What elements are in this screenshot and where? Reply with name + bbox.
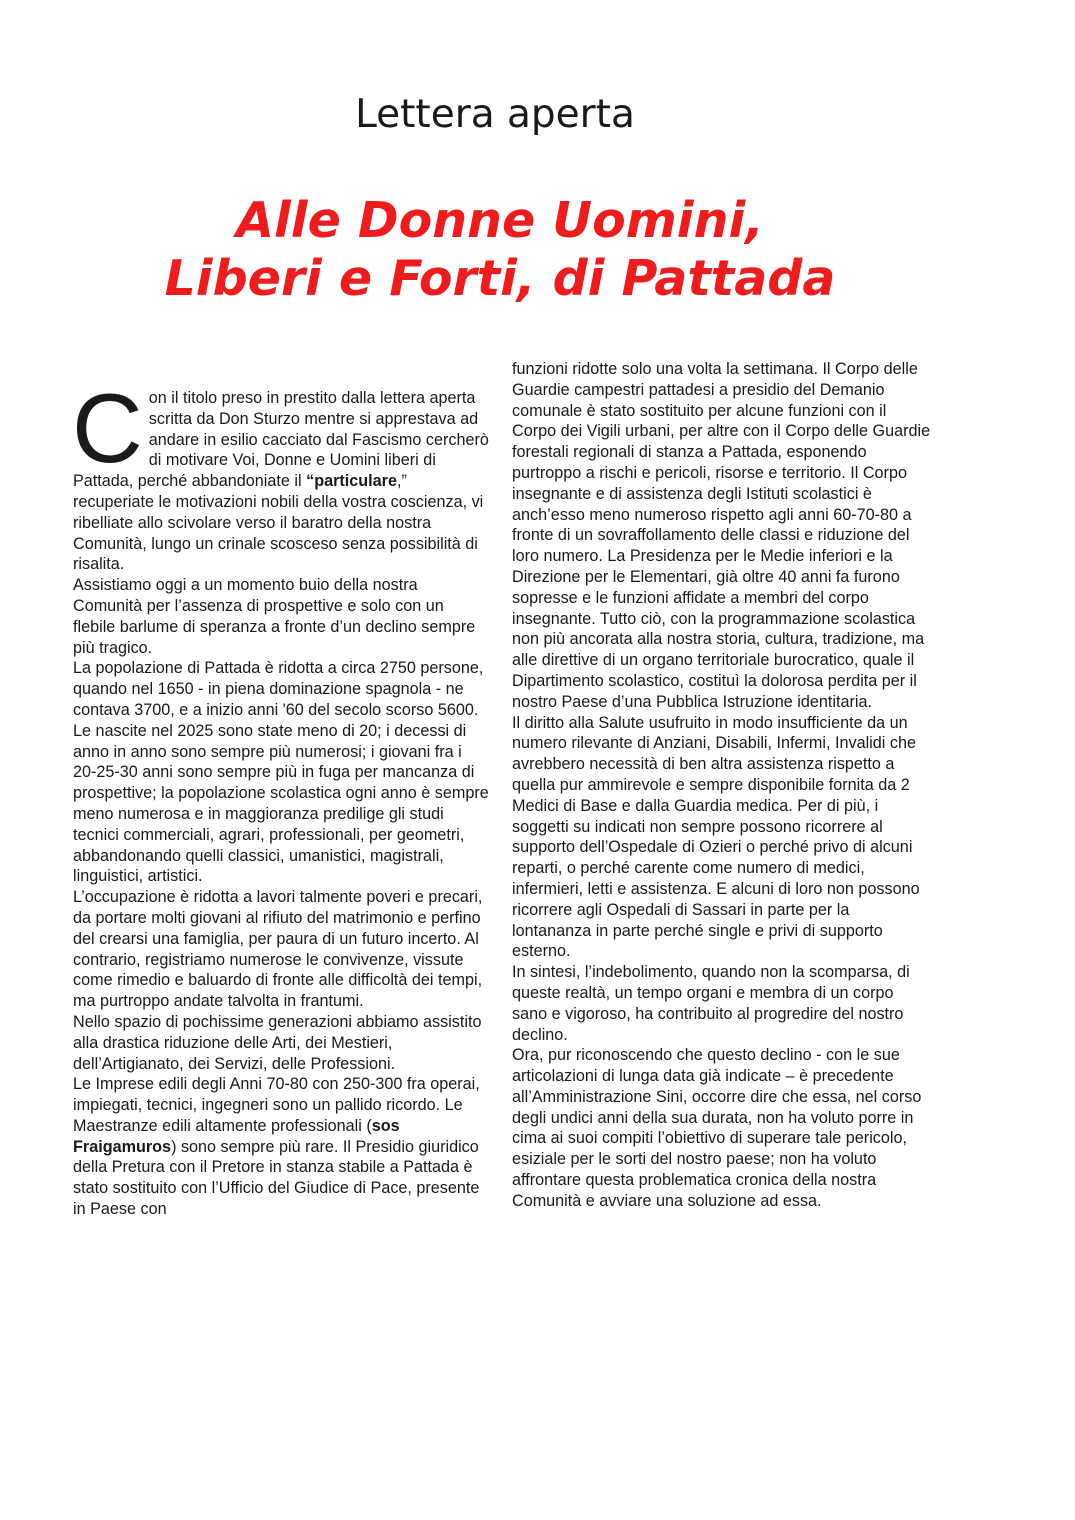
paragraph-ora: Ora, pur riconoscendo che questo declino - con le sue articolazioni di lunga data già indicate – è precedente all’Amministrazione Sini, occorre dire che essa, nel corso degli undici anni della sua durata, non ha voluto porre in cima ai suoi compiti l’obiettivo di superare tale pericolo, esiziale per le sorti del nostro paese; non ha voluto affrontare questa problematica cronica della nostra Comunità e avviare una soluzione ad essa. [512,1046,922,1210]
bold-term-fraigamuros: sos Fraigamuros [73,1116,400,1156]
bold-term-particulare: “particulare [306,472,397,491]
paragraph-occupazione: L’occupazione è ridotta a lavori talmente poveri e precari, da portare molti giovani al rifiuto del matrimonio e perfino del crearsi una famiglia, per paura di un futuro incerto. Al contrario, registriamo numerose le convivenze, vissute come rimedio e baluardo di fronte alle difficoltà dei tempi, ma purtroppo andate talvolta in frantumi. [73,888,483,1011]
kicker-title: Lettera aperta [355,92,635,137]
paragraph-imprese [73,1074,489,1220]
intro-text-end: ,” recuperiate le motivazioni nobili della vostra coscienza, vi ribelliate allo scivolare verso il baratro della nostra Comunità, lungo un crinale scosceso senza possibilità di risalita. [73,472,484,574]
right-column [512,359,932,1212]
imprese-text-start: Le Imprese edili degli Anni 70-80 con 250-300 fra operai, impiegati, tecnici, ingegneri sono un pallido ricordo. Le Maestranze edili altamente professionali ( [73,1075,480,1135]
imprese-text-end: ) sono sempre più rare. Il Presidio giuridico della Pretura con il Pretore in stanza stabile a Pattada è stato sostituito con l’Ufficio del Giudice di Pace, presente in Paese con [73,1137,480,1219]
headline-line-1: Alle Donne Uomini, [236,192,764,249]
left-column [72,373,489,1220]
paragraph-intro [72,373,489,575]
paragraph-generazioni: Nello spazio di pochissime generazioni abbiamo assistito alla drastica riduzione delle Arti, dei Mestieri, dell’Artigianato, dei Servizi, delle Professioni. [73,1012,482,1073]
paragraph-popolazione: La popolazione di Pattada è ridotta a circa 2750 persone, quando nel 1650 - in piena dominazione spagnola - ne contava 3700, e a inizio anni '60 del secolo scorso 5600. Le nascite nel 2025 sono state meno di 20; i decessi di anno in anno sono sempre più numerosi; i giovani fra i 20-25-30 anni sono sempre più in fuga per mancanza di prospettive; la popolazione scolastica ogni anno è sempre meno numerosa e in maggioranza predilige gli studi tecnici commerciali, agrari, professionali, per geometri, abbandonando quelli classici, umanistici, magistrali, linguistici, artistici. [73,659,489,886]
headline [0,192,1000,308]
paragraph-salute: Il diritto alla Salute usufruito in modo insufficiente da un numero rilevante di Anziani, Disabili, Infermi, Invalidi che avrebbero necessità di ben altra assistenza rispetto a quella pur ammirevole e sempre disponibile fornita da 2 Medici di Base e dalla Guardia medica. Per di più, i soggetti su indicati non sempre possono ricorrere al supporto dell’Ospedale di Ozieri o perché privo di alcuni reparti, o perché carente come numero di medici, infermieri, letti e assistenza. E alcuni di loro non possono ricorrere agli Ospedali di Sassari in parte per la lontananza in parte perché single e privi di supporto esterno. [512,713,920,961]
paragraph-assistiamo: Assistiamo oggi a un momento buio della nostra Comunità per l’assenza di prospettive e solo con un flebile barlume di speranza a fronte d’un declino sempre più tragico. [73,576,476,657]
headline-line-2: Liberi e Forti, di Pattada [164,250,836,307]
paragraph-funzioni: funzioni ridotte solo una volta la settimana. Il Corpo delle Guardie campestri pattadesi a presidio del Demanio comunale è stato sostituito per alcune funzioni con il Corpo dei Vigili urbani, per altre con il Corpo delle Guardie forestali regionali di stanza a Pattada, esponendo purtroppo a rischi e pericoli, risorse e territorio. Il Corpo insegnante e di assistenza degli Istituti scolastici è anch’esso meno numeroso rispetto agli anni 60-70-80 a fronte di un sovraffollamento delle classi e riduzione del loro numero. La Presidenza per le Medie inferiori e la Direzione per le Elementari, già oltre 40 anni fa furono sopresse e le funzioni affidate a membri del corpo insegnante. Tutto ciò, con la programmazione scolastica non più ancorata alla nostra storia, cultura, tradizione, ma alle direttive di un organo territoriale burocratico, quale il Dipartimento scolastico, costituì la dolorosa perdita per il nostro Paese d’una Pubblica Istruzione identitaria. [512,360,931,711]
drop-cap: C [72,373,143,483]
intro-text-start: on il titolo preso in prestito dalla lettera aperta scritta da Don Sturzo mentre si apprestava ad andare in esilio cacciato dal Fascismo cercherò di motivare Voi, Donne e Uomini liberi di Pattada, perché abbandoniate il [73,389,489,491]
paragraph-sintesi: In sintesi, l’indebolimento, quando non la scomparsa, di queste realtà, un tempo organi e membra di un corpo sano e vigoroso, ha contribuito al progredire del nostro declino. [512,963,910,1044]
